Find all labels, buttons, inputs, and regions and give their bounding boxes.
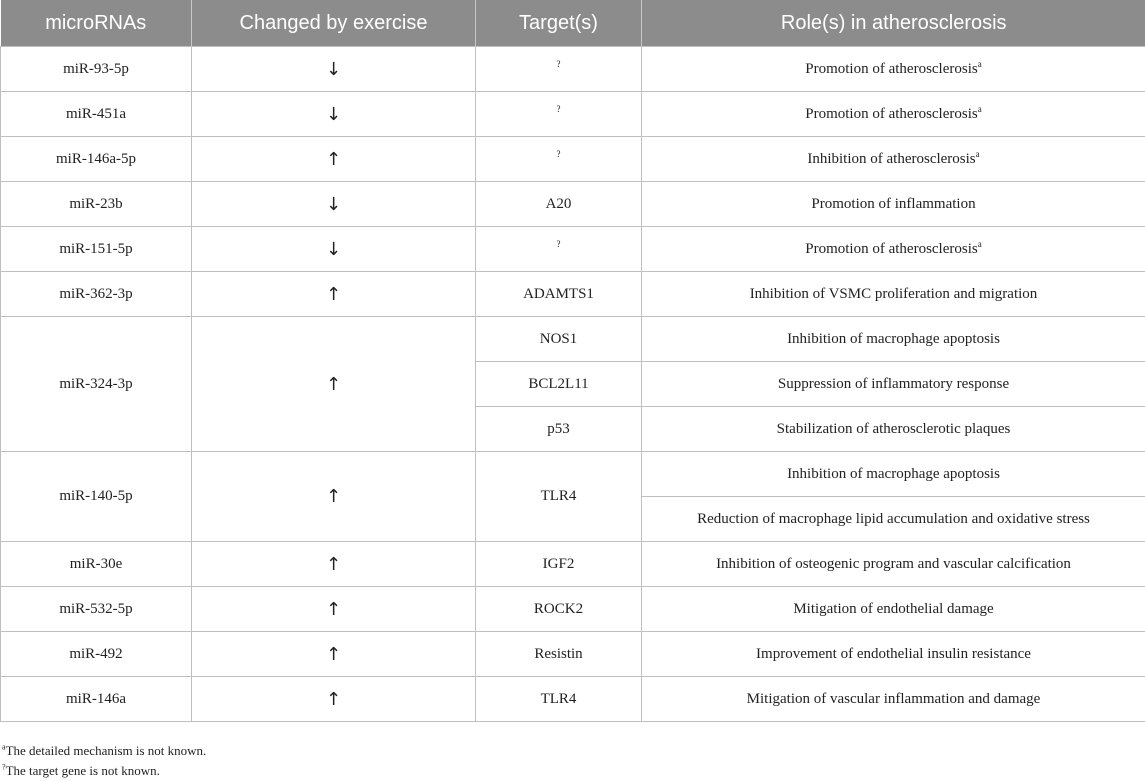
mirna-cell: miR-492 (1, 632, 192, 677)
target-cell (476, 227, 642, 272)
change-cell: ↑ (192, 452, 476, 542)
footnotes (2, 741, 206, 781)
header-changed: Changed by exercise (192, 0, 476, 47)
mirna-cell: miR-93-5p (1, 47, 192, 92)
target-cell: p53 (476, 407, 642, 452)
change-cell: ↑ (192, 272, 476, 317)
target-cell: Resistin (476, 632, 642, 677)
target-cell: TLR4 (476, 677, 642, 722)
footnote-mark: a (978, 59, 982, 69)
target-cell (476, 137, 642, 182)
change-cell: ↓ (192, 227, 476, 272)
header-row (1, 0, 1145, 47)
change-cell: ↓ (192, 92, 476, 137)
mirna-cell: miR-140-5p (1, 452, 192, 542)
target-cell: ADAMTS1 (476, 272, 642, 317)
change-cell: ↑ (192, 677, 476, 722)
role-cell: Inhibition of VSMC proliferation and migration (642, 272, 1145, 317)
mirna-cell: miR-151-5p (1, 227, 192, 272)
mirna-cell: miR-324-3p (1, 317, 192, 452)
footnote-unknown-target: ?The target gene is not known. (2, 761, 206, 781)
change-cell: ↓ (192, 47, 476, 92)
role-cell: Inhibition of macrophage apoptosis (642, 452, 1145, 497)
target-cell: A20 (476, 182, 642, 227)
role-cell: Mitigation of vascular inflammation and damage (642, 677, 1145, 722)
change-cell: ↑ (192, 317, 476, 452)
change-cell: ↑ (192, 137, 476, 182)
mirna-cell: miR-146a-5p (1, 137, 192, 182)
mirna-cell: miR-362-3p (1, 272, 192, 317)
header-roles: Role(s) in atherosclerosis (642, 0, 1145, 47)
unknown-target-mark: ? (557, 149, 561, 159)
target-cell: TLR4 (476, 452, 642, 542)
role-cell: Promotion of atherosclerosis$^a$ (642, 227, 1145, 272)
role-cell: Reduction of macrophage lipid accumulation and oxidative stress (642, 497, 1145, 542)
table-row (1, 677, 1145, 722)
table-row (1, 182, 1145, 227)
role-cell: Mitigation of endothelial damage (642, 587, 1145, 632)
target-cell: NOS1 (476, 317, 642, 362)
mirna-cell: miR-451a (1, 92, 192, 137)
table-row (1, 632, 1145, 677)
unknown-target-mark: ? (557, 59, 561, 69)
role-cell: Improvement of endothelial insulin resistance (642, 632, 1145, 677)
mirna-cell: miR-23b (1, 182, 192, 227)
role-cell: Inhibition of osteogenic program and vascular calcification (642, 542, 1145, 587)
target-cell: BCL2L11 (476, 362, 642, 407)
table-row (1, 227, 1145, 272)
footnote-mark: a (976, 149, 980, 159)
table-row (1, 317, 1145, 362)
footnote-mark: a (978, 104, 982, 114)
mirna-cell: miR-30e (1, 542, 192, 587)
table-row (1, 137, 1145, 182)
change-cell: ↑ (192, 632, 476, 677)
role-cell: Promotion of inflammation (642, 182, 1145, 227)
table-row (1, 92, 1145, 137)
footnote-a: $^a$The detailed mechanism is not known. (2, 741, 206, 761)
table-row (1, 587, 1145, 632)
unknown-target-mark: ? (557, 239, 561, 249)
role-cell: Suppression of inflammatory response (642, 362, 1145, 407)
header-microrna: microRNAs (1, 0, 192, 47)
table-row (1, 272, 1145, 317)
footnote-mark: a (978, 239, 982, 249)
mirna-cell: miR-146a (1, 677, 192, 722)
role-cell: Inhibition of macrophage apoptosis (642, 317, 1145, 362)
target-cell: IGF2 (476, 542, 642, 587)
target-cell (476, 47, 642, 92)
role-cell: Promotion of atherosclerosis$^a$ (642, 92, 1145, 137)
header-targets: Target(s) (476, 0, 642, 47)
change-cell: ↓ (192, 182, 476, 227)
target-cell: ROCK2 (476, 587, 642, 632)
change-cell: ↑ (192, 587, 476, 632)
role-cell: Stabilization of atherosclerotic plaques (642, 407, 1145, 452)
table-row (1, 47, 1145, 92)
target-cell (476, 92, 642, 137)
change-cell: ↑ (192, 542, 476, 587)
mirna-cell: miR-532-5p (1, 587, 192, 632)
role-cell: Promotion of atherosclerosis$^a$ (642, 47, 1145, 92)
table-row (1, 542, 1145, 587)
table-row (1, 452, 1145, 497)
unknown-target-mark: ? (557, 104, 561, 114)
role-cell: Inhibition of atherosclerosis$^a$ (642, 137, 1145, 182)
